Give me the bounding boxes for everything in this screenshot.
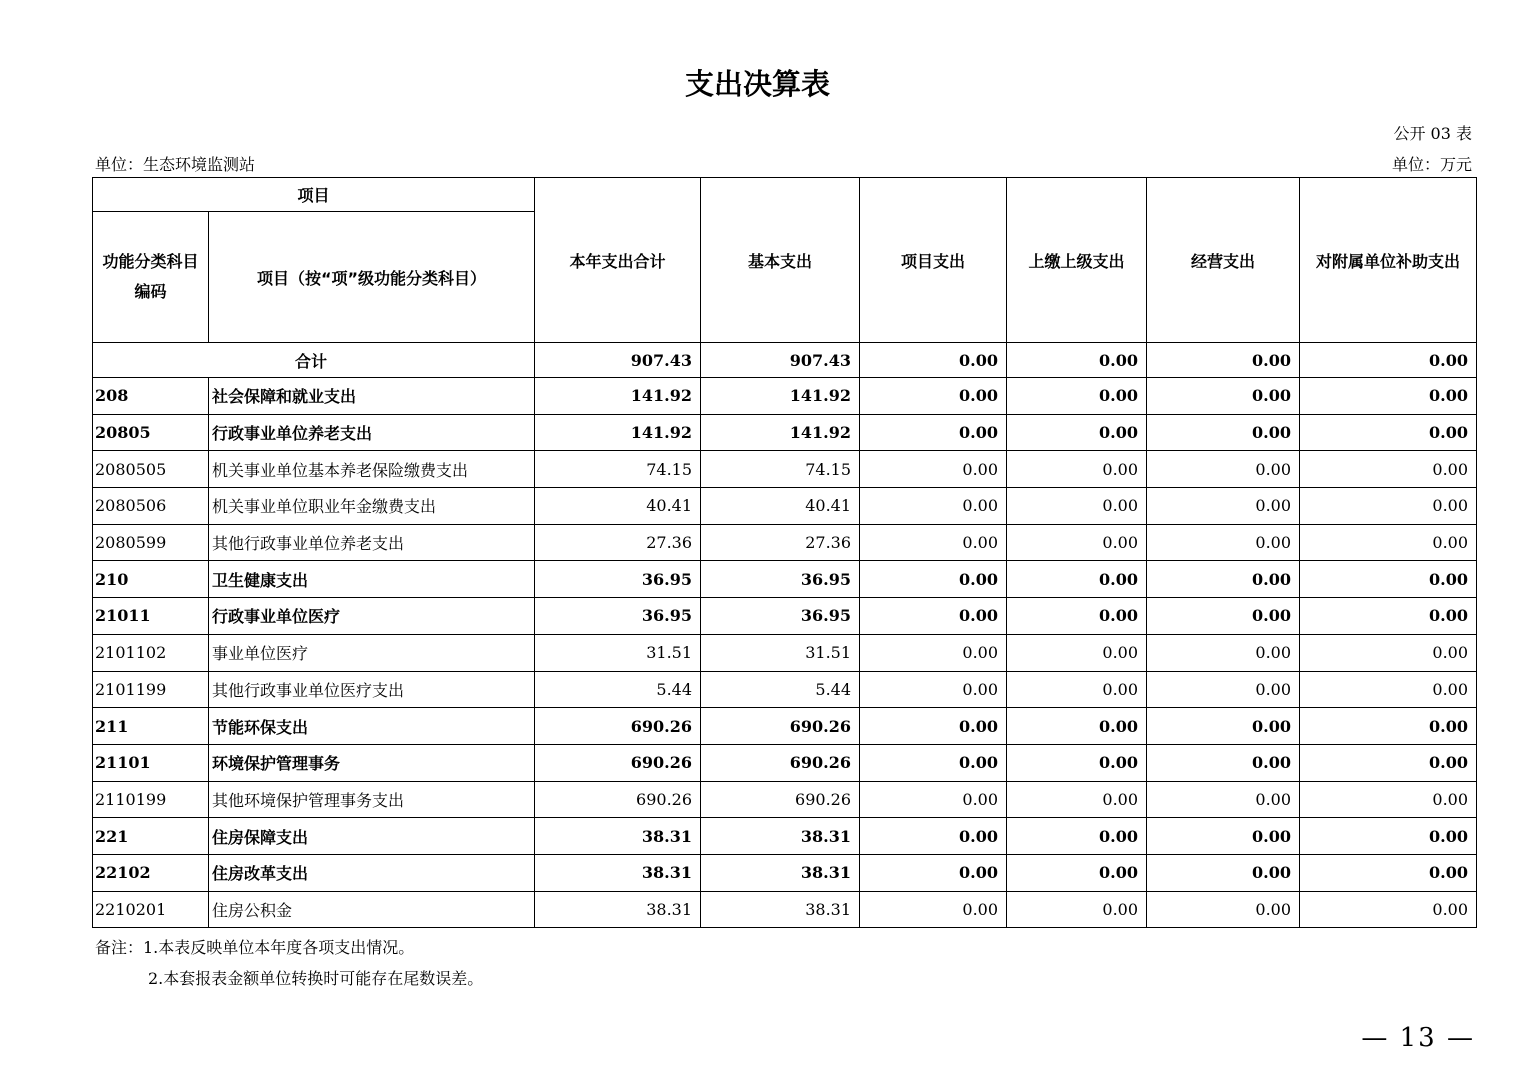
note-line: 2.本套报表金额单位转换时可能存在尾数误差。	[148, 969, 484, 988]
row-value: 5.44	[535, 671, 701, 708]
total-value: 907.43	[535, 343, 701, 378]
row-value: 0.00	[860, 781, 1007, 818]
row-value: 0.00	[1300, 671, 1477, 708]
header-basic: 基本支出	[701, 178, 860, 343]
header-code: 功能分类科目编码	[93, 212, 209, 343]
row-name: 其他环境保护管理事务支出	[209, 781, 535, 818]
unit-money: 单位：万元	[1391, 155, 1472, 174]
row-value: 0.00	[1147, 524, 1300, 561]
row-name: 事业单位医疗	[209, 634, 535, 671]
row-value: 0.00	[1147, 818, 1300, 855]
row-value: 40.41	[701, 488, 860, 525]
row-value: 0.00	[1147, 598, 1300, 635]
total-value: 0.00	[1300, 343, 1477, 378]
row-value: 141.92	[701, 378, 860, 415]
row-value: 0.00	[1007, 598, 1147, 635]
row-name: 机关事业单位基本养老保险缴费支出	[209, 451, 535, 488]
row-value: 0.00	[860, 854, 1007, 891]
row-value: 0.00	[1007, 891, 1147, 928]
row-value: 0.00	[860, 378, 1007, 415]
row-value: 0.00	[860, 708, 1007, 745]
row-value: 690.26	[701, 708, 860, 745]
row-value: 31.51	[701, 634, 860, 671]
row-value: 0.00	[1147, 488, 1300, 525]
row-value: 0.00	[1147, 744, 1300, 781]
row-value: 0.00	[860, 891, 1007, 928]
row-value: 0.00	[860, 524, 1007, 561]
row-value: 0.00	[1300, 598, 1477, 635]
row-value: 0.00	[1300, 488, 1477, 525]
row-value: 27.36	[701, 524, 860, 561]
row-name: 社会保障和就业支出	[209, 378, 535, 415]
row-value: 0.00	[1147, 671, 1300, 708]
row-name: 住房保障支出	[209, 818, 535, 855]
row-value: 0.00	[1007, 414, 1147, 451]
row-code: 2210201	[93, 891, 209, 928]
row-code: 211	[93, 708, 209, 745]
total-label: 合计	[93, 343, 535, 378]
row-name: 环境保护管理事务	[209, 744, 535, 781]
row-value: 31.51	[535, 634, 701, 671]
row-value: 0.00	[860, 818, 1007, 855]
row-code: 2101199	[93, 671, 209, 708]
table-row	[93, 524, 1477, 561]
row-value: 5.44	[701, 671, 860, 708]
row-value: 38.31	[535, 818, 701, 855]
row-code: 210	[93, 561, 209, 598]
row-value: 36.95	[701, 598, 860, 635]
table-row	[93, 561, 1477, 598]
row-name: 机关事业单位职业年金缴费支出	[209, 488, 535, 525]
row-value: 0.00	[860, 598, 1007, 635]
page-number: — 13 —	[1361, 1023, 1475, 1053]
row-value: 690.26	[535, 781, 701, 818]
row-value: 38.31	[701, 891, 860, 928]
table-row	[93, 891, 1477, 928]
row-value: 0.00	[1007, 524, 1147, 561]
header-name: 项目（按“项”级功能分类科目）	[209, 212, 535, 343]
row-value: 0.00	[1300, 451, 1477, 488]
row-name: 其他行政事业单位养老支出	[209, 524, 535, 561]
row-value: 38.31	[701, 818, 860, 855]
header-project-expense: 项目支出	[860, 178, 1007, 343]
table-row	[93, 744, 1477, 781]
table-row	[93, 671, 1477, 708]
row-name: 卫生健康支出	[209, 561, 535, 598]
row-value: 36.95	[535, 561, 701, 598]
row-value: 0.00	[1007, 561, 1147, 598]
total-row	[93, 343, 1477, 378]
row-value: 36.95	[535, 598, 701, 635]
table-row	[93, 488, 1477, 525]
table-row	[93, 781, 1477, 818]
table-row	[93, 818, 1477, 855]
table-row	[93, 634, 1477, 671]
row-value: 141.92	[535, 378, 701, 415]
row-value: 0.00	[860, 451, 1007, 488]
row-name: 行政事业单位养老支出	[209, 414, 535, 451]
row-value: 0.00	[1007, 488, 1147, 525]
row-value: 0.00	[1300, 891, 1477, 928]
row-value: 27.36	[535, 524, 701, 561]
header-project: 项目	[93, 178, 535, 212]
row-code: 2080506	[93, 488, 209, 525]
row-name: 其他行政事业单位医疗支出	[209, 671, 535, 708]
row-code: 2101102	[93, 634, 209, 671]
row-value: 0.00	[1147, 378, 1300, 415]
row-value: 0.00	[1007, 781, 1147, 818]
row-value: 0.00	[860, 414, 1007, 451]
row-name: 住房改革支出	[209, 854, 535, 891]
notes	[95, 932, 483, 994]
table-row	[93, 708, 1477, 745]
page-title: 支出决算表	[684, 67, 830, 101]
row-value: 0.00	[1007, 744, 1147, 781]
row-value: 690.26	[701, 744, 860, 781]
row-value: 141.92	[701, 414, 860, 451]
row-value: 0.00	[860, 671, 1007, 708]
row-name: 节能环保支出	[209, 708, 535, 745]
row-value: 0.00	[1300, 781, 1477, 818]
row-value: 0.00	[1300, 708, 1477, 745]
row-value: 0.00	[860, 744, 1007, 781]
row-value: 141.92	[535, 414, 701, 451]
row-value: 40.41	[535, 488, 701, 525]
row-name: 住房公积金	[209, 891, 535, 928]
row-value: 38.31	[535, 854, 701, 891]
row-code: 21011	[93, 598, 209, 635]
row-value: 690.26	[701, 781, 860, 818]
row-value: 0.00	[860, 634, 1007, 671]
row-code: 2080599	[93, 524, 209, 561]
row-value: 0.00	[1300, 414, 1477, 451]
row-value: 0.00	[860, 488, 1007, 525]
row-code: 2080505	[93, 451, 209, 488]
row-value: 0.00	[1147, 854, 1300, 891]
unit-organization: 单位：生态环境监测站	[95, 155, 256, 174]
total-value: 0.00	[860, 343, 1007, 378]
row-code: 20805	[93, 414, 209, 451]
table-row	[93, 378, 1477, 415]
table-row	[93, 598, 1477, 635]
row-name: 行政事业单位医疗	[209, 598, 535, 635]
header-subsidy: 对附属单位补助支出	[1300, 178, 1477, 343]
row-value: 0.00	[1007, 818, 1147, 855]
row-value: 0.00	[1300, 818, 1477, 855]
row-value: 0.00	[1147, 451, 1300, 488]
row-value: 0.00	[1300, 378, 1477, 415]
row-value: 0.00	[1147, 414, 1300, 451]
row-value: 690.26	[535, 744, 701, 781]
row-value: 0.00	[1300, 634, 1477, 671]
note-line: 备注：1.本表反映单位本年度各项支出情况。	[95, 938, 415, 957]
row-value: 0.00	[1147, 561, 1300, 598]
row-code: 21101	[93, 744, 209, 781]
table-row	[93, 854, 1477, 891]
total-value: 0.00	[1147, 343, 1300, 378]
row-value: 0.00	[1007, 634, 1147, 671]
row-value: 0.00	[1300, 524, 1477, 561]
row-value: 0.00	[1007, 378, 1147, 415]
row-code: 2110199	[93, 781, 209, 818]
row-value: 38.31	[701, 854, 860, 891]
row-code: 221	[93, 818, 209, 855]
row-value: 0.00	[1007, 671, 1147, 708]
row-value: 0.00	[1147, 708, 1300, 745]
row-value: 0.00	[1147, 634, 1300, 671]
row-value: 74.15	[535, 451, 701, 488]
header-upper: 上缴上级支出	[1007, 178, 1147, 343]
row-value: 0.00	[1147, 781, 1300, 818]
header-business: 经营支出	[1147, 178, 1300, 343]
row-value: 0.00	[1007, 708, 1147, 745]
row-value: 0.00	[1300, 561, 1477, 598]
table-row	[93, 451, 1477, 488]
row-value: 0.00	[1300, 854, 1477, 891]
row-value: 36.95	[701, 561, 860, 598]
row-code: 22102	[93, 854, 209, 891]
total-value: 0.00	[1007, 343, 1147, 378]
row-code: 208	[93, 378, 209, 415]
expenditure-table	[92, 177, 1477, 928]
total-value: 907.43	[701, 343, 860, 378]
row-value: 74.15	[701, 451, 860, 488]
row-value: 0.00	[1007, 451, 1147, 488]
row-value: 0.00	[1147, 891, 1300, 928]
row-value: 0.00	[1007, 854, 1147, 891]
row-value: 0.00	[860, 561, 1007, 598]
row-value: 0.00	[1300, 744, 1477, 781]
header-total: 本年支出合计	[535, 178, 701, 343]
row-value: 690.26	[535, 708, 701, 745]
form-number: 公开 03 表	[1393, 124, 1472, 143]
row-value: 38.31	[535, 891, 701, 928]
table-row	[93, 414, 1477, 451]
